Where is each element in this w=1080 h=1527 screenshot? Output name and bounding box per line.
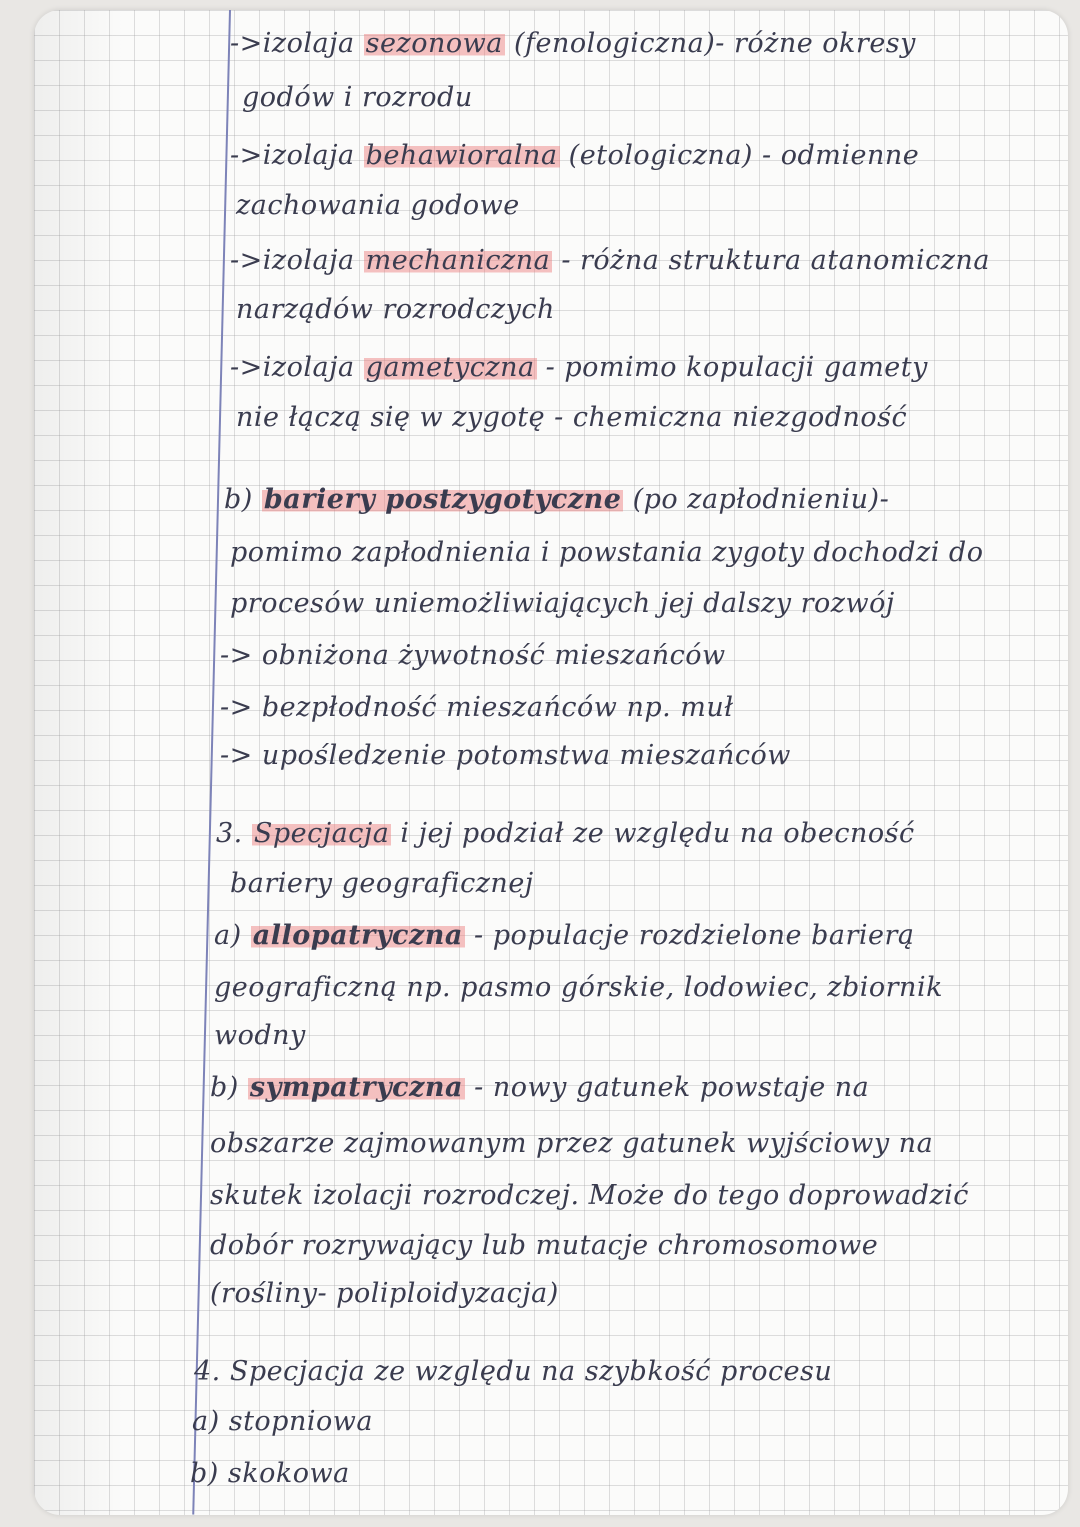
note-line: (rośliny- poliploidyzacja) bbox=[210, 1278, 559, 1309]
note-line: procesów uniemożliwiających jej dalszy rozwój bbox=[230, 588, 895, 619]
note-line bbox=[230, 140, 919, 171]
highlighted-term: gametyczna bbox=[365, 352, 535, 383]
note-line bbox=[224, 484, 889, 515]
highlighted-term: sympatryczna bbox=[249, 1072, 464, 1103]
note-line: obszarze zajmowanym przez gatunek wyjściowy na bbox=[210, 1128, 934, 1159]
note-text: b) bbox=[224, 484, 253, 515]
note-line: pomimo zapłodnienia i powstania zygoty dochodzi do bbox=[230, 537, 984, 568]
note-text: ->izolaja bbox=[230, 352, 355, 383]
note-text: i jej podział ze względu na obecność bbox=[400, 818, 915, 849]
note-text: b) bbox=[210, 1072, 239, 1103]
note-line bbox=[216, 818, 915, 849]
highlighted-term: bariery postzygotyczne bbox=[263, 484, 622, 515]
note-line bbox=[230, 352, 928, 383]
highlighted-term: behawioralna bbox=[365, 140, 558, 171]
highlighted-term: allopatryczna bbox=[252, 920, 463, 951]
note-text: 3. bbox=[216, 818, 243, 849]
note-line: a) stopniowa bbox=[192, 1406, 373, 1437]
highlighted-term: sezonowa bbox=[365, 28, 503, 59]
highlighted-term: mechaniczna bbox=[365, 245, 551, 276]
note-text: (fenologiczna)- różne okresy bbox=[513, 28, 916, 59]
note-text: - populacje rozdzielone barierą bbox=[474, 920, 915, 951]
note-line: geograficzną np. pasmo górskie, lodowiec, zbiornik bbox=[214, 972, 943, 1003]
note-text: - różna struktura atanomiczna bbox=[561, 245, 990, 276]
note-line: b) skokowa bbox=[190, 1458, 350, 1489]
note-line: nie łączą się w zygotę - chemiczna niezgodność bbox=[236, 402, 908, 433]
note-text: a) bbox=[214, 920, 242, 951]
note-text: (po zapłodnieniu)- bbox=[632, 484, 890, 515]
note-text: - nowy gatunek powstaje na bbox=[474, 1072, 870, 1103]
note-line: -> bezpłodność mieszańców np. muł bbox=[220, 692, 734, 723]
note-line bbox=[210, 1072, 869, 1103]
note-line: narządów rozrodczych bbox=[236, 294, 555, 325]
note-line: bariery geograficznej bbox=[230, 868, 534, 899]
note-line: godów i rozrodu bbox=[242, 82, 473, 113]
note-line: 4. Specjacja ze względu na szybkość procesu bbox=[194, 1356, 833, 1387]
note-line: -> upośledzenie potomstwa mieszańców bbox=[220, 740, 791, 771]
note-text: ->izolaja bbox=[230, 140, 355, 171]
note-text: (etologiczna) - odmienne bbox=[568, 140, 920, 171]
note-text: ->izolaja bbox=[230, 28, 355, 59]
note-line: zachowania godowe bbox=[236, 190, 520, 221]
note-text: - pomimo kopulacji gamety bbox=[545, 352, 928, 383]
notebook-page bbox=[34, 10, 1068, 1515]
note-text: ->izolaja bbox=[230, 245, 355, 276]
page-binding-shadow bbox=[34, 10, 124, 1515]
note-line: dobór rozrywający lub mutacje chromosomowe bbox=[210, 1230, 879, 1261]
note-line: skutek izolacji rozrodczej. Może do tego doprowadzić bbox=[210, 1180, 969, 1211]
note-line bbox=[230, 245, 990, 276]
highlighted-term: Specjacja bbox=[253, 818, 390, 849]
note-line bbox=[230, 28, 916, 59]
note-line: -> obniżona żywotność mieszańców bbox=[220, 640, 726, 671]
note-line bbox=[214, 920, 914, 951]
note-line: wodny bbox=[214, 1020, 306, 1051]
